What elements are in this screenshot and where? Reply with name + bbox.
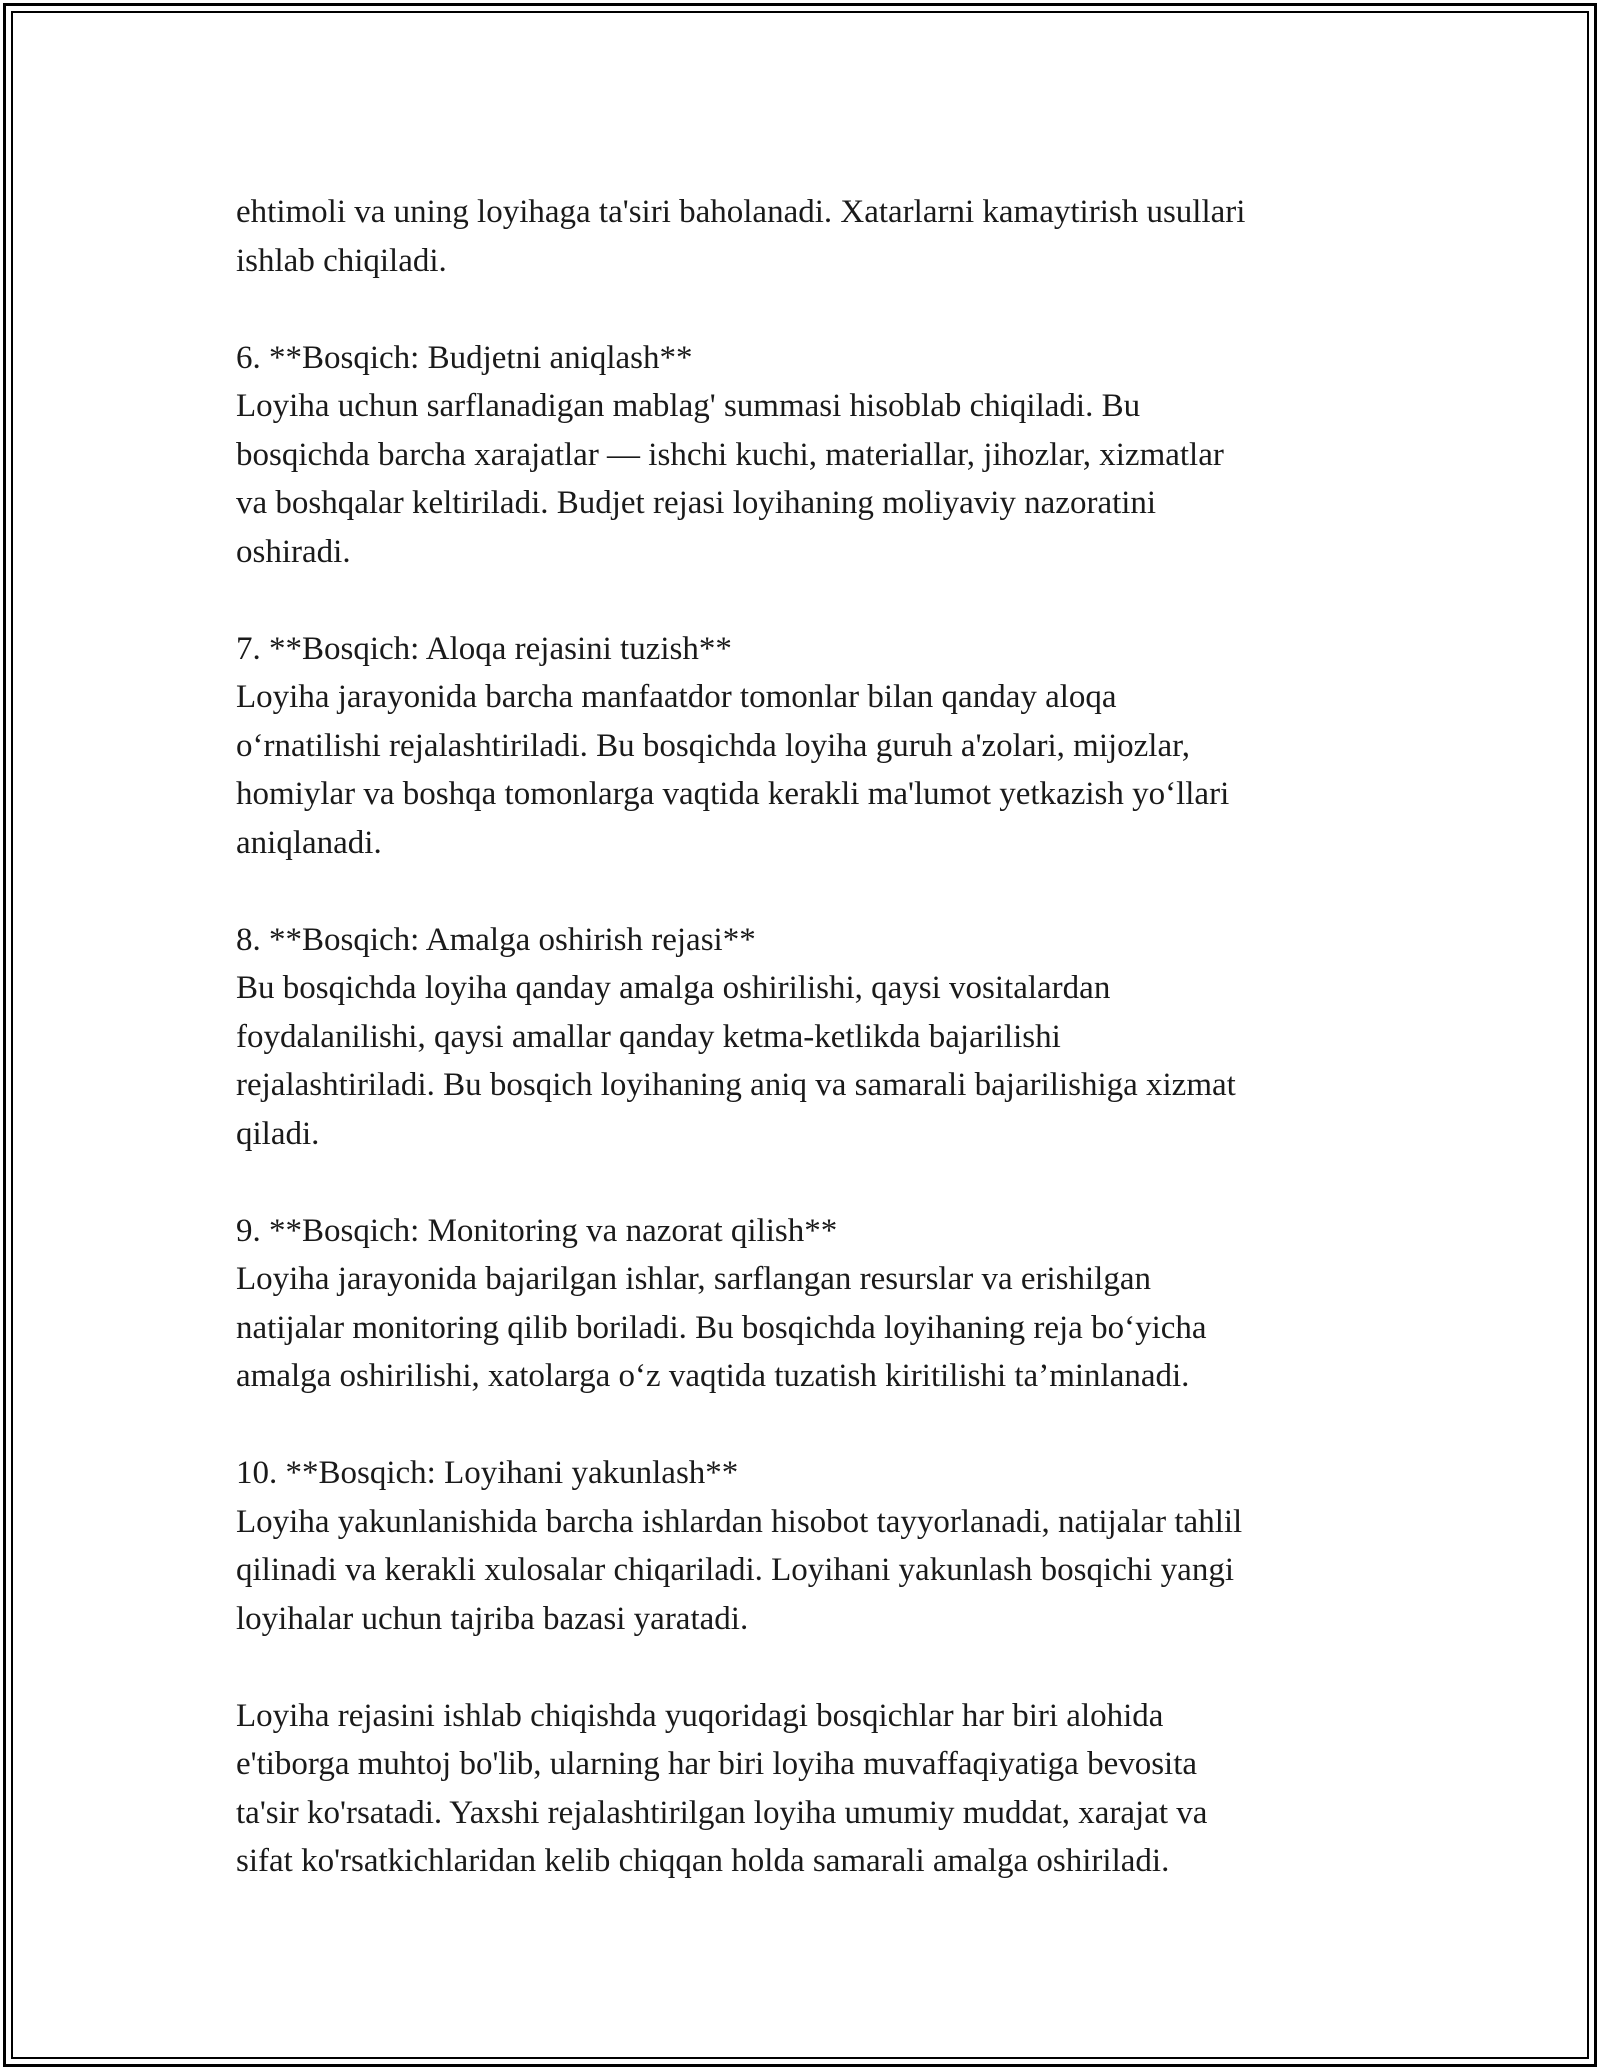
paragraph-step-9-monitoring: 9. **Bosqich: Monitoring va nazorat qilish** Loyiha jarayonida bajarilgan ishlar, sarflangan resurslar va erishilgan natijalar monitoring qilib boriladi. Bu bosqichda loyihaning reja bo‘yicha amalga oshirilishi, xatolarga o‘z vaqtida tuzatish kiritilishi ta’minlanadi. [236, 1212, 1207, 1394]
document-body [236, 188, 1376, 1886]
paragraph-risk-continuation: ehtimoli va uning loyihaga ta'siri baholanadi. Xatarlarni kamaytirish usullari ishlab chiqiladi. [236, 194, 1246, 279]
paragraph-conclusion: Loyiha rejasini ishlab chiqishda yuqoridagi bosqichlar har biri alohida e'tiborga muhtoj bo'lib, ularning har biri loyiha muvaffaqiyatiga bevosita ta'sir ko'rsatadi. Yaxshi rejalashtirilgan loyiha umumiy muddat, xarajat va sifat ko'rsatkichlaridan kelib chiqqan holda samarali amalga oshiriladi. [236, 1697, 1208, 1879]
paragraph-step-8-implementation: 8. **Bosqich: Amalga oshirish rejasi** Bu bosqichda loyiha qanday amalga oshirilishi, qaysi vositalardan foydalanilishi, qaysi amallar qanday ketma-ketlikda bajarilishi rejalashtiriladi. Bu bosqich loyihaning aniq va samarali bajarilishiga xizmat qiladi. [236, 921, 1236, 1152]
paragraph-step-10-closing: 10. **Bosqich: Loyihani yakunlash** Loyiha yakunlanishida barcha ishlardan hisobot tayyorlanadi, natijalar tahlil qilinadi va kerakli xulosalar chiqariladi. Loyihani yakunlash bosqichi yangi loyihalar uchun tajriba bazasi yaratadi. [236, 1455, 1243, 1637]
paragraph-step-7-communication: 7. **Bosqich: Aloqa rejasini tuzish** Loyiha jarayonida barcha manfaatdor tomonlar bilan qanday aloqa o‘rnatilishi rejalashtiriladi. Bu bosqichda loyiha guruh a'zolari, mijozlar, homiylar va boshqa tomonlarga vaqtida kerakli ma'lumot yetkazish yo‘llari aniqlanadi. [236, 630, 1230, 861]
paragraph-step-6-budget: 6. **Bosqich: Budjetni aniqlash** Loyiha uchun sarflanadigan mablag' summasi hisoblab chiqiladi. Bu bosqichda barcha xarajatlar — ishchi kuchi, materiallar, jihozlar, xizmatlar va boshqalar keltiriladi. Budjet rejasi loyihaning moliyaviy nazoratini oshiradi. [236, 339, 1224, 570]
